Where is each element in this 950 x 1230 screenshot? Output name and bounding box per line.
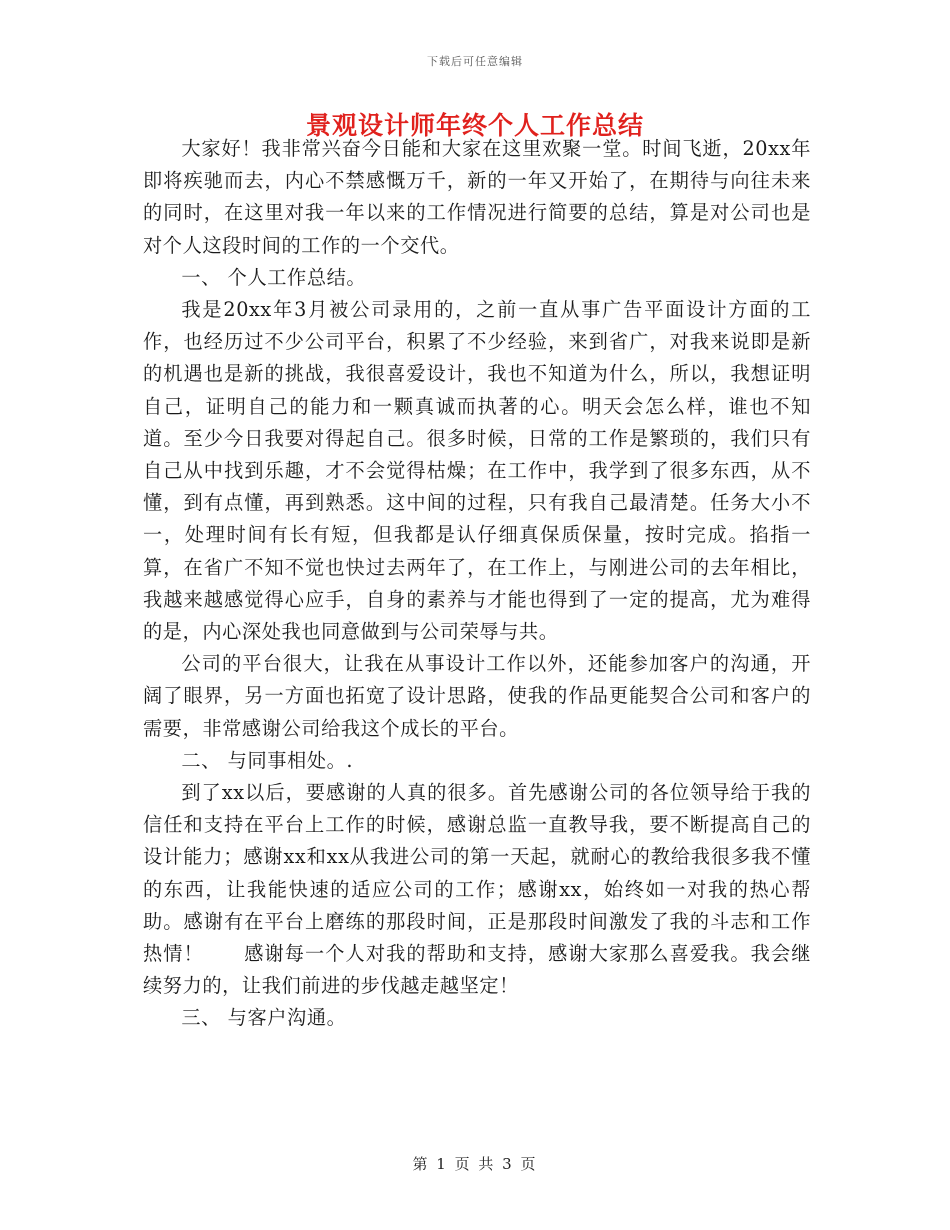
- paragraph-personal-summary: 我是20xx年3月被公司录用的，之前一直从事广告平面设计方面的工作，也经历过不少公司平台，积累了不少经验，来到省广，对我来说即是新的机遇也是新的挑战，我很喜爱设计，我也不知道为什么，所以，我想证明自己，证明自己的能力和一颗真诚而执著的心。明天会怎么样，谁也不知道。至少今日我要对得起自己。很多时候，日常的工作是繁琐的，我们只有自己从中找到乐趣，才不会觉得枯燥；在工作中，我学到了很多东西，从不懂，到有点懂，再到熟悉。这中间的过程，只有我自己最清楚。任务大小不一，处理时间有长有短，但我都是认仔细真保质保量，按时完成。掐指一算，在省广不知不觉也快过去两年了，在工作上，与刚进公司的去年相比，我越来越感觉得心应手，自身的素养与才能也得到了一定的提高，尤为难得的是，内心深处我也同意做到与公司荣辱与共。: [143, 298, 811, 644]
- header-note: 下载后可任意编辑: [427, 55, 523, 68]
- section-heading-2: 二、 与同事相处。.: [181, 748, 354, 772]
- document-body: [143, 133, 811, 1035]
- paragraph-colleagues: 到了xx以后，要感谢的人真的很多。首先感谢公司的各位领导给于我的信任和支持在平台上工作的时候，感谢总监一直教导我，要不断提高自己的设计能力；感谢xx和xx从我进公司的第一天起，就耐心的教给我很多我不懂的东西，让我能快速的适应公司的工作；感谢xx，始终如一对我的热心帮助。感谢有在平台上磨练的那段时间，正是那段时间激发了我的斗志和工作热情！ 感谢每一个人对我的帮助和支持，感谢大家那么喜爱我。我会继续努力的，让我们前进的步伐越走越坚定！: [143, 781, 811, 998]
- section-heading-3: 三、 与客户沟通。: [181, 1006, 347, 1030]
- paragraph-company-platform: 公司的平台很大，让我在从事设计工作以外，还能参加客户的沟通，开阔了眼界，另一方面也拓宽了设计思路，使我的作品更能契合公司和客户的需要，非常感谢公司给我这个成长的平台。: [143, 652, 811, 740]
- page-footer: 第 1 页 共 3 页: [412, 1155, 538, 1173]
- section-heading-1: 一、 个人工作总结。: [181, 265, 367, 289]
- paragraph-greeting: 大家好！我非常兴奋今日能和大家在这里欢聚一堂。时间飞逝，20xx年即将疾驰而去，内心不禁感慨万千，新的一年又开始了，在期待与向往未来的同时，在这里对我一年以来的工作情况进行简要的总结，算是对公司也是对个人这段时间的工作的一个交代。: [143, 137, 811, 257]
- document-title: 景观设计师年终个人工作总结: [305, 111, 644, 140]
